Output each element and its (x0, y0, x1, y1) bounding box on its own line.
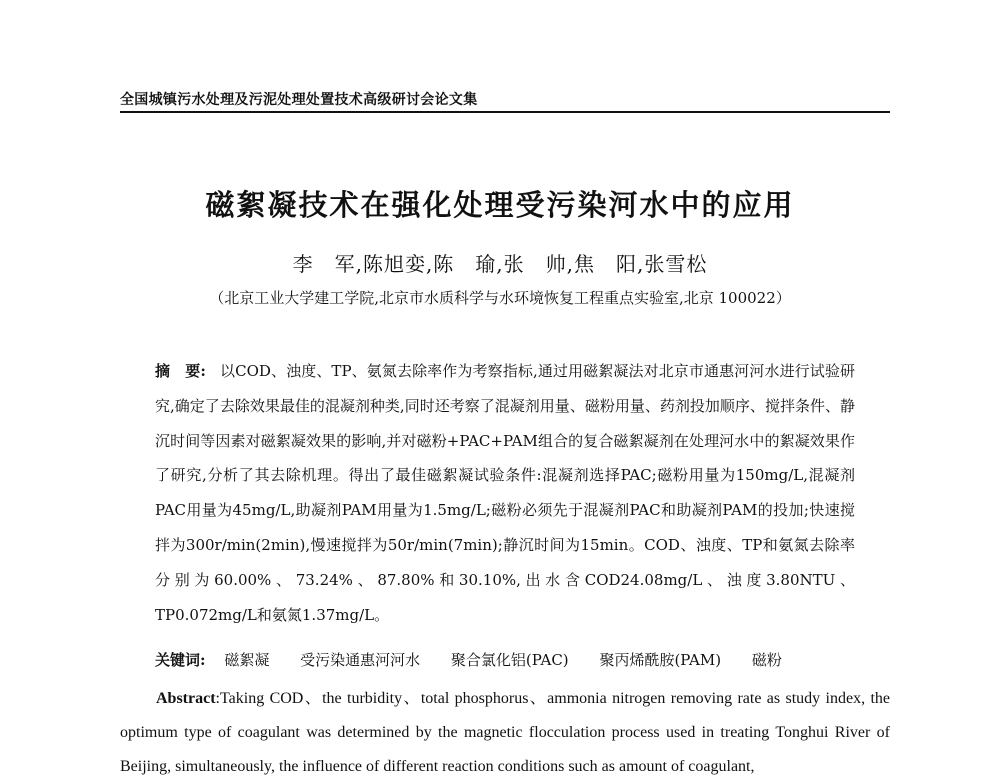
abstract-en-label: Abstract (156, 690, 216, 707)
abstract-zh (155, 354, 855, 632)
running-header: 全国城镇污水处理及污泥处理处置技术高级研讨会论文集 (120, 92, 478, 108)
keyword-item: 受污染通惠河河水 (300, 651, 421, 669)
abstract-zh-label: 摘 要: (155, 362, 206, 380)
keywords-label: 关键词: (155, 651, 206, 669)
keyword-item: 磁粉 (751, 651, 782, 669)
keywords (155, 649, 865, 670)
author-list: 李 军,陈旭娈,陈 瑜,张 帅,焦 阳,张雪松 (292, 252, 708, 276)
abstract-en-text: :Taking COD、the turbidity、total phosphorus、ammonia nitrogen removing rate as study index, the optimum type of coagulant was determined by the magnetic flocculation process used in treating Tonghui River of Beijing, simultaneously, the influence of different reaction conditions such as amount of coagulant, (120, 690, 890, 775)
abstract-zh-text: 以COD、浊度、TP、氨氮去除率作为考察指标,通过用磁絮凝法对北京市通惠河河水进行试验研究,确定了去除效果最佳的混凝剂种类,同时还考察了混凝剂用量、磁粉用量、药剂投加顺序、搅拌条件、静沉时间等因素对磁絮凝效果的影响,并对磁粉+PAC+PAM组合的复合磁絮凝剂在处理河水中的絮凝效果作了研究,分析了其去除机理。得出了最佳磁絮凝试验条件:混凝剂选择PAC;磁粉用量为150mg/L,混凝剂PAC用量为45mg/L,助凝剂PAM用量为1.5mg/L;磁粉必须先于混凝剂PAC和助凝剂PAM的投加;快速搅拌为300r/min(2min),慢速搅拌为50r/min(7min);静沉时间为15min。COD、浊度、TP和氨氮去除率分别为60.00%、73.24%、87.80%和30.10%,出水含COD24.08mg/L、浊度3.80NTU、TP0.072mg/L和氨氮1.37mg/L。 (155, 362, 856, 624)
keyword-item: 磁絮凝 (224, 651, 270, 669)
keyword-item: 聚合氯化铝(PAC) (450, 651, 569, 669)
header-rule (120, 111, 890, 113)
affiliation: （北京工业大学建工学院,北京市水质科学与水环境恢复工程重点实验室,北京 100022） (209, 289, 791, 307)
keyword-item: 聚丙烯酰胺(PAM) (599, 651, 722, 669)
paper-title: 磁絮凝技术在强化处理受污染河水中的应用 (205, 188, 795, 222)
abstract-en (120, 682, 890, 784)
